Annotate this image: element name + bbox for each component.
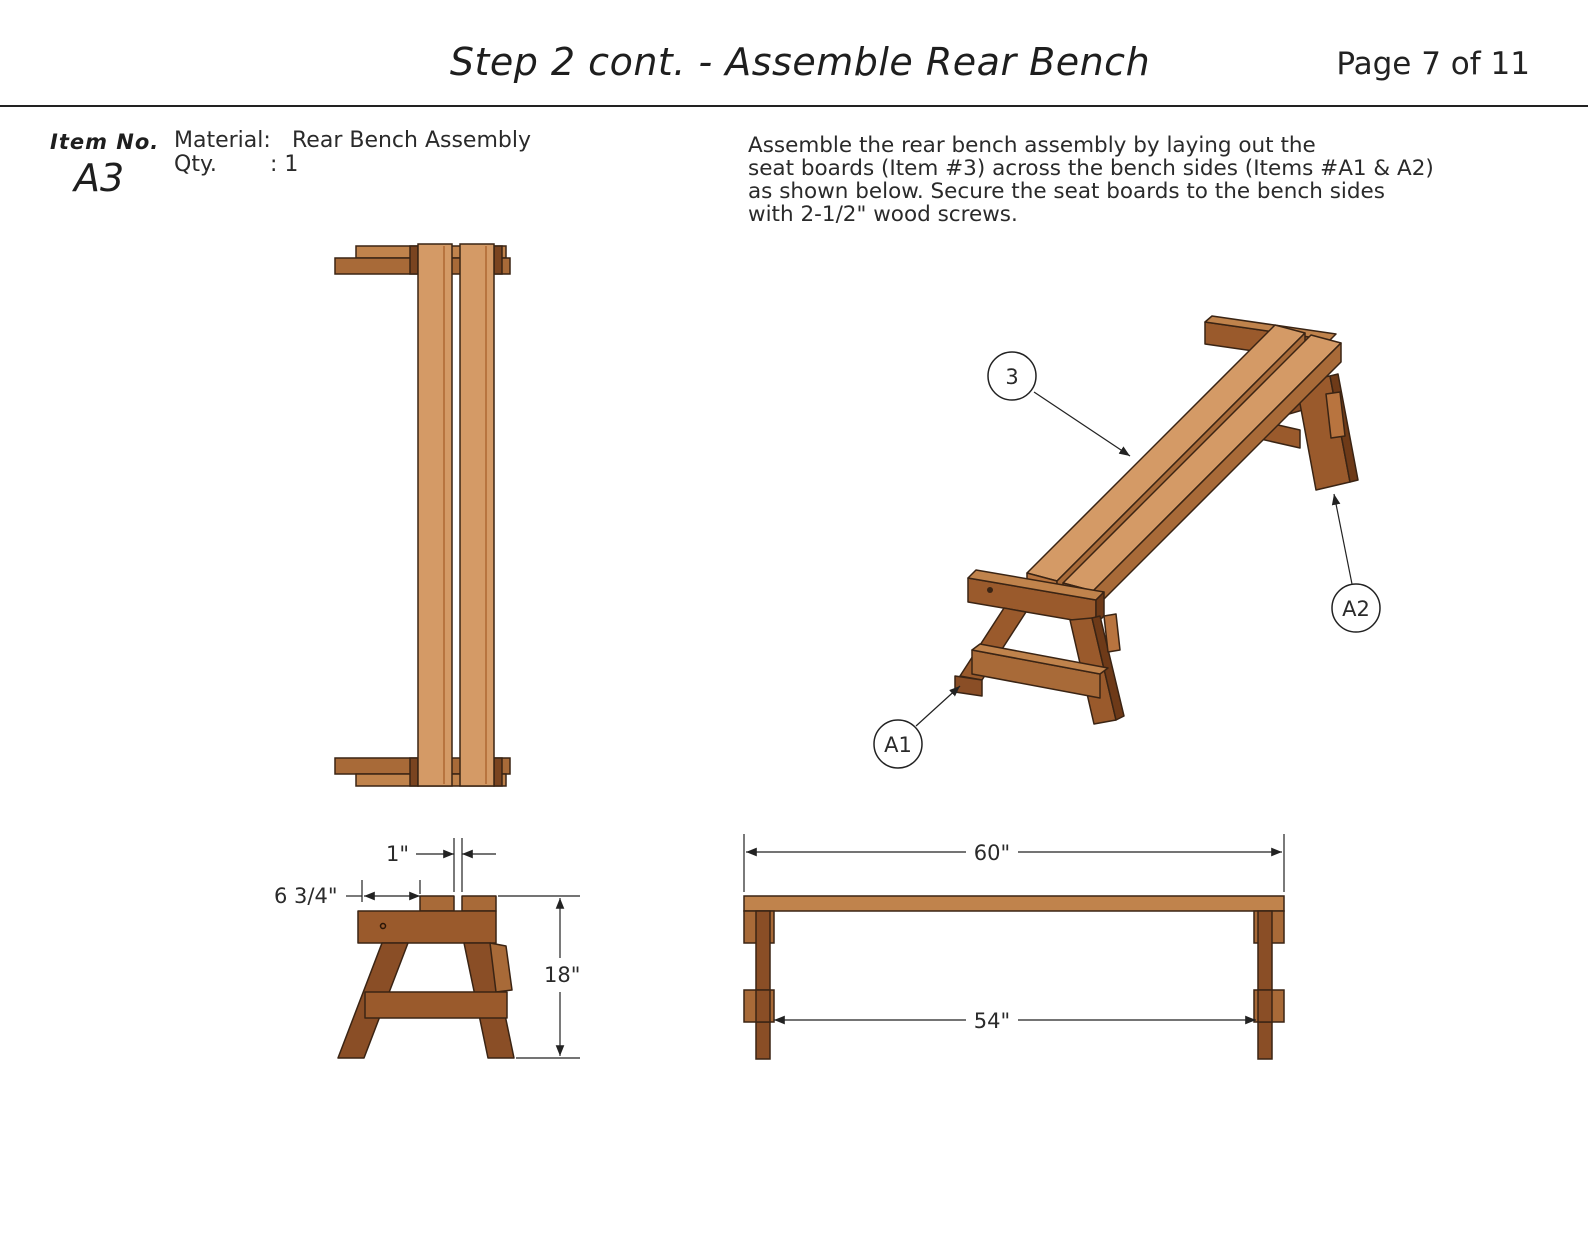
quantity-value: : 1 (270, 152, 299, 177)
instruction-line: as shown below. Secure the seat boards to the bench sides (748, 179, 1385, 204)
instruction-line: seat boards (Item #3) across the bench sides (Items #A1 & A2) (748, 156, 1434, 181)
end-view-top-rail (358, 911, 496, 943)
end-view-brace (365, 992, 507, 1018)
top-view (335, 244, 510, 786)
dimension-overhang: 6 3/4" (274, 884, 338, 908)
page-title: Step 2 cont. - Assemble Rear Bench (449, 40, 1151, 84)
material-label: Material: (174, 128, 271, 153)
dimension-gap: 1" (386, 842, 410, 866)
front-view-seat-board (744, 896, 1284, 911)
callout-seat-board (988, 352, 1130, 456)
dimension-height: 18" (544, 963, 581, 987)
instruction-line: with 2-1/2" wood screws. (748, 202, 1018, 227)
item-number-value: A3 (74, 156, 125, 200)
callout-seat-board-label: 3 (1005, 365, 1019, 389)
dimension-inner-span: 54" (973, 1009, 1011, 1033)
end-view (338, 896, 514, 1058)
quantity-label: Qty. (174, 152, 217, 177)
iso-seat-board (1027, 325, 1305, 581)
top-view-seat-board (418, 244, 452, 786)
material-value: Rear Bench Assembly (292, 128, 531, 153)
dimension-length: 60" (973, 841, 1011, 865)
end-view-seat-board (420, 896, 454, 911)
callout-side-a2-label: A2 (1342, 597, 1370, 621)
front-view (744, 896, 1284, 1059)
front-view-leg (756, 911, 770, 1059)
callout-side-a2 (1332, 494, 1380, 632)
top-view-seat-board (460, 244, 494, 786)
callout-side-a1 (874, 686, 960, 768)
callout-side-a1-label: A1 (884, 733, 912, 757)
page-number: Page 7 of 11 (1336, 46, 1530, 82)
front-view-leg (1258, 911, 1272, 1059)
end-view-seat-board (462, 896, 496, 911)
iso-seat-board (1063, 335, 1341, 591)
item-number-label: Item No. (50, 130, 160, 154)
front-view-dimensions (744, 834, 1284, 1020)
instruction-line: Assemble the rear bench assembly by laying out the (748, 133, 1316, 158)
